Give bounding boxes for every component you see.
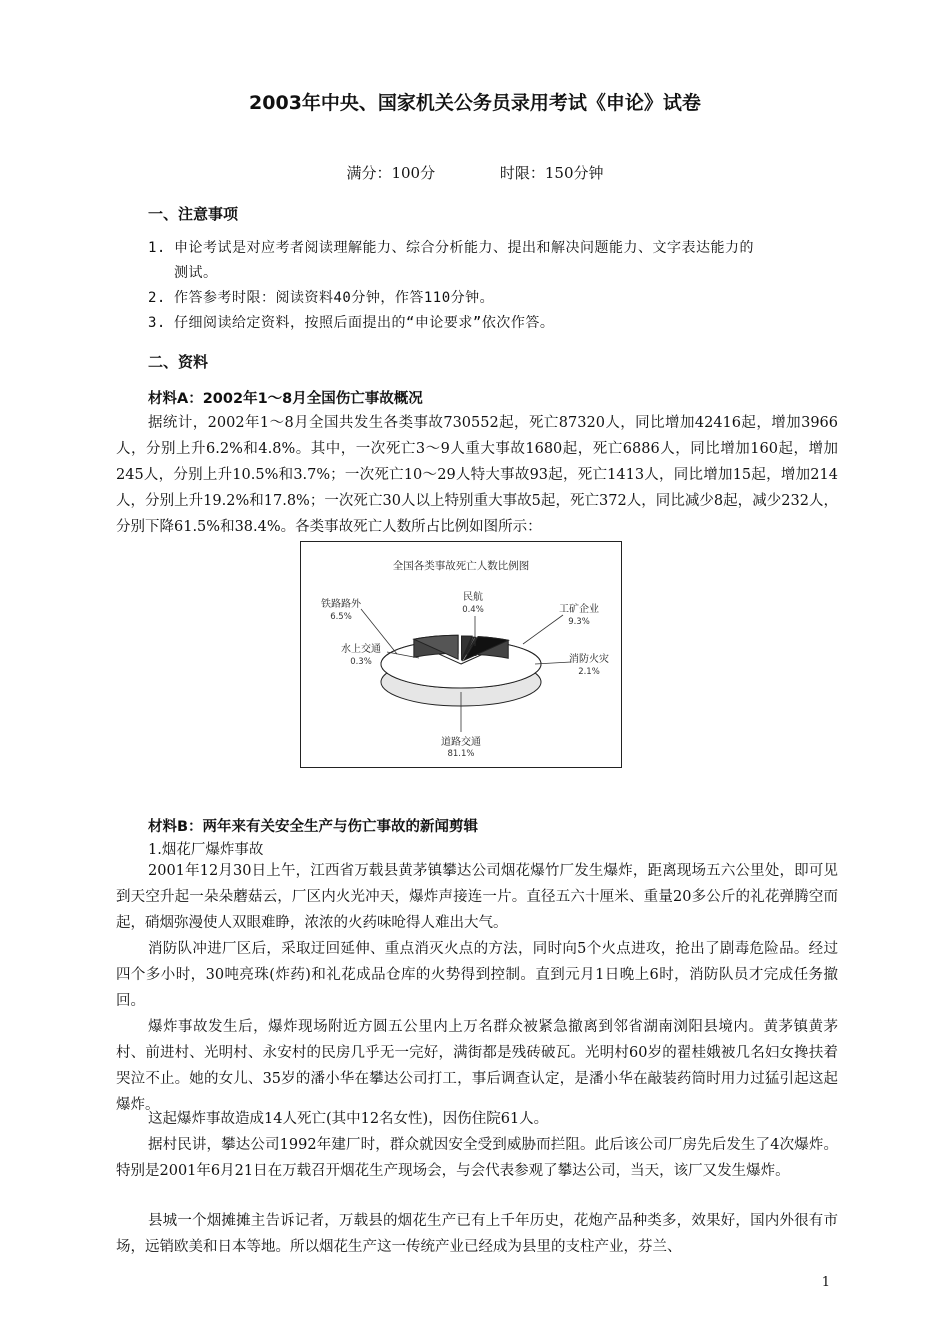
slice-label: 消防火灾 [569,654,609,665]
notice-cont: 测试。 [174,265,218,281]
material-b-paragraph-1: 2001年12月30日上午，江西省万载县黄茅镇攀达公司烟花爆竹厂发生爆炸，距离现场五六公里处，即可见到天空升起一朵朵蘑菇云，厂区内火光冲天，爆炸声接连一片。直径五六十厘米、重量20多公斤的礼花弹腾空而起，硝烟弥漫使人双眼难睁，浓浓的火药味呛得人难出大气。 [116,863,838,931]
slice-value: 0.3% [350,657,372,667]
material-a-paragraph: 据统计，2002年1～8月全国共发生各类事故730552起，死亡87320人，同比增加42416起，增加3966人，分别上升6.2%和4.8%。其中，一次死亡3～9人重大事故1680起，死亡6886人，同比增加160起，增加245人，分别上升10.5%和3.7%；一次死亡10～29人特大事故93起，死亡1413人，同比增加15起，增加214人，分别上升19.2%和17.8%；一次死亡30人以上特别重大事故5起，死亡372人，同比减少8起，减少232人，分别下降61.5%和38.4%。各类事故死亡人数所占比例如图所示： [116,415,838,535]
notice-text: 仔细阅读给定资料，按照后面提出的“申论要求”依次作答。 [174,315,555,331]
slice-label: 铁路路外 [321,599,361,610]
slice-value: 81.1% [447,749,475,759]
exam-meta [0,162,950,183]
slice-value: 6.5% [330,612,352,622]
material-b-paragraph-3: 爆炸事故发生后，爆炸现场附近方圆五公里内上万名群众被紧急撤离到邻省湖南浏阳县境内。黄茅镇黄茅村、前进村、光明村、永安村的民房几乎无一完好，满街都是残砖破瓦。光明村60岁的翟桂娥被几名妇女搀扶着哭泣不止。她的女儿、35岁的潘小华在攀达公司打工，事后调查认定，是潘小华在敲装药筒时用力过猛引起这起爆炸。 [116,1019,838,1113]
material-b-paragraph-5: 据村民讲，攀达公司1992年建厂时，群众就因安全受到威胁而拦阻。此后该公司厂房先后发生了4次爆炸。特别是2001年6月21日在万载召开烟花生产现场会，与会代表参观了攀达公司，当天，该厂又发生爆炸。 [116,1137,838,1179]
leader-line [523,615,563,644]
page-number: 1 [821,1275,830,1290]
notice-item-1 [148,236,838,286]
notice-num: 1. [148,240,166,256]
section2-heading: 二、资料 [148,353,209,371]
pie-slice-1 [381,644,541,688]
pie-chart [300,541,622,768]
item1-title: 1.烟花厂爆炸事故 [148,842,264,858]
material-a-title: 材料A：2002年1～8月全国伤亡事故概况 [148,391,423,407]
material-b-paragraph-4: 这起爆炸事故造成14人死亡(其中12名女性)，因伤住院61人。 [148,1111,549,1127]
material-b-paragraph-2: 消防队冲进厂区后，采取迂回延伸、重点消灭火点的方法，同时向5个火点进攻，抢出了剧毒危险品。经过四个多小时，30吨亮珠(炸药)和礼花成品仓库的火势得到控制。直到元月1日晚上6时，消防队员才完成任务撤回。 [116,941,838,1009]
notice-item-2 [148,286,838,311]
time-limit: 时限：150分钟 [499,164,604,182]
material-b-paragraph-6: 县城一个烟摊摊主告诉记者，万载县的烟花生产已有上千年历史，花炮产品种类多，效果好，国内外很有市场，远销欧美和日本等地。所以烟花生产这一传统产业已经成为县里的支柱产业，芬兰、 [116,1213,838,1255]
full-score: 满分：100分 [346,164,436,182]
slice-value: 0.4% [462,605,484,615]
chart-title: 全国各类事故死亡人数比例图 [392,560,530,572]
material-b-title: 材料B：两年来有关安全生产与伤亡事故的新闻剪辑 [148,819,479,835]
notice-num: 2. [148,290,166,306]
section1-heading: 一、注意事项 [148,205,239,223]
notice-item-3 [148,311,838,336]
slice-label: 道路交通 [441,737,481,748]
notice-text: 作答参考时限：阅读资料40分钟，作答110分钟。 [174,290,495,306]
slice-label: 民航 [463,592,483,603]
notice-text: 申论考试是对应考者阅读理解能力、综合分析能力、提出和解决问题能力、文字表达能力的 [174,240,754,256]
slice-label: 水上交通 [341,644,381,655]
pie-chart-svg [301,542,621,767]
slice-label: 工矿企业 [559,604,599,615]
notice-num: 3. [148,315,166,331]
page-title: 2003年中央、国家机关公务员录用考试《申论》试卷 [249,92,701,114]
slice-value: 2.1% [578,667,600,677]
slice-value: 9.3% [568,617,590,627]
